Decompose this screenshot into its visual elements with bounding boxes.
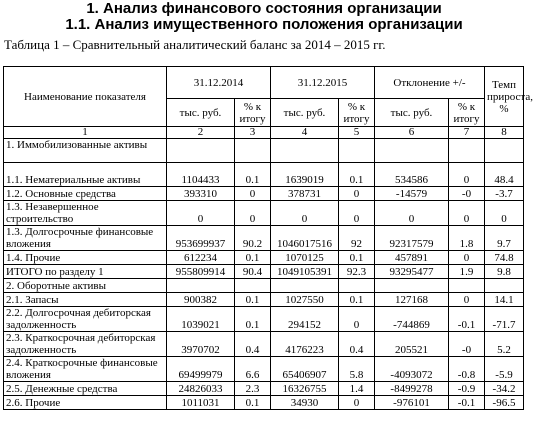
value-2014: 3970702 xyxy=(167,332,235,357)
table-row xyxy=(4,279,524,293)
column-number: 4 xyxy=(271,127,339,139)
share-2014: 6.6 xyxy=(235,357,271,382)
column-number: 3 xyxy=(235,127,271,139)
header-percent: % к итогу xyxy=(339,99,375,127)
indicator-name: 2.2. Долгосрочная дебиторская задолженность xyxy=(4,307,167,332)
value-2014: 0 xyxy=(167,201,235,226)
table-row xyxy=(4,382,524,396)
share-2014: 0.4 xyxy=(235,332,271,357)
indicator-name: 2. Оборотные активы xyxy=(4,279,167,293)
share-2015: 0 xyxy=(339,307,375,332)
share-2015: 0.1 xyxy=(339,293,375,307)
value-2015: 34930 xyxy=(271,396,339,410)
deviation-value: -744869 xyxy=(375,307,449,332)
share-2014: 0.1 xyxy=(235,251,271,265)
table-row xyxy=(4,265,524,279)
deviation-value: 534586 xyxy=(375,163,449,187)
header-growth-rate: Темп прироста, % xyxy=(485,67,524,127)
value-2015: 65406907 xyxy=(271,357,339,382)
share-2015 xyxy=(339,279,375,293)
value-2014: 612234 xyxy=(167,251,235,265)
deviation-share xyxy=(449,279,485,293)
growth-rate: 0 xyxy=(485,201,524,226)
column-number: 2 xyxy=(167,127,235,139)
share-2015: 0 xyxy=(339,187,375,201)
value-2014: 900382 xyxy=(167,293,235,307)
deviation-value: 457891 xyxy=(375,251,449,265)
deviation-share: -0.9 xyxy=(449,382,485,396)
deviation-share: -0.1 xyxy=(449,307,485,332)
growth-rate: 14.1 xyxy=(485,293,524,307)
deviation-value: 93295477 xyxy=(375,265,449,279)
value-2015: 1049105391 xyxy=(271,265,339,279)
share-2015: 0.1 xyxy=(339,163,375,187)
value-2015: 0 xyxy=(271,201,339,226)
share-2014: 0.1 xyxy=(235,396,271,410)
deviation-share: 0 xyxy=(449,251,485,265)
value-2015 xyxy=(271,139,339,163)
share-2014 xyxy=(235,279,271,293)
header-unit: тыс. руб. xyxy=(375,99,449,127)
deviation-share: -0 xyxy=(449,187,485,201)
deviation-value: -976101 xyxy=(375,396,449,410)
deviation-value xyxy=(375,139,449,163)
table-row xyxy=(4,357,524,382)
value-2014: 1011031 xyxy=(167,396,235,410)
value-2014 xyxy=(167,139,235,163)
indicator-name: 1.3. Долгосрочные финансовые вложения xyxy=(4,226,167,251)
value-2015: 1639019 xyxy=(271,163,339,187)
column-number: 6 xyxy=(375,127,449,139)
share-2015: 1.4 xyxy=(339,382,375,396)
header-indicator-name: Наименование показателя xyxy=(4,67,167,127)
value-2015: 1046017516 xyxy=(271,226,339,251)
indicator-name: 2.6. Прочие xyxy=(4,396,167,410)
column-number: 7 xyxy=(449,127,485,139)
share-2014: 0.1 xyxy=(235,163,271,187)
value-2014: 1039021 xyxy=(167,307,235,332)
deviation-share: -0.8 xyxy=(449,357,485,382)
growth-rate xyxy=(485,139,524,163)
deviation-share: 1.8 xyxy=(449,226,485,251)
deviation-value: -8499278 xyxy=(375,382,449,396)
share-2014: 90.2 xyxy=(235,226,271,251)
growth-rate: -96.5 xyxy=(485,396,524,410)
table-row xyxy=(4,201,524,226)
indicator-name: 1.4. Прочие xyxy=(4,251,167,265)
share-2014: 90.4 xyxy=(235,265,271,279)
deviation-value: 127168 xyxy=(375,293,449,307)
value-2014: 24826033 xyxy=(167,382,235,396)
deviation-share: 0 xyxy=(449,293,485,307)
share-2015: 0 xyxy=(339,396,375,410)
deviation-value xyxy=(375,279,449,293)
value-2014: 953699937 xyxy=(167,226,235,251)
header-deviation: Отклонение +/- xyxy=(375,67,485,99)
header-unit: тыс. руб. xyxy=(167,99,235,127)
deviation-share: 1.9 xyxy=(449,265,485,279)
share-2015: 92 xyxy=(339,226,375,251)
growth-rate: 5.2 xyxy=(485,332,524,357)
value-2015: 378731 xyxy=(271,187,339,201)
share-2015 xyxy=(339,139,375,163)
share-2014: 0.1 xyxy=(235,293,271,307)
share-2014: 0 xyxy=(235,201,271,226)
growth-rate: -34.2 xyxy=(485,382,524,396)
table-row xyxy=(4,163,524,187)
growth-rate: 9.7 xyxy=(485,226,524,251)
value-2014: 393310 xyxy=(167,187,235,201)
value-2015 xyxy=(271,279,339,293)
deviation-share: -0 xyxy=(449,332,485,357)
value-2015: 4176223 xyxy=(271,332,339,357)
table-row xyxy=(4,251,524,265)
value-2014: 955809914 xyxy=(167,265,235,279)
indicator-name: ИТОГО по разделу 1 xyxy=(4,265,167,279)
deviation-value: -14579 xyxy=(375,187,449,201)
table-row xyxy=(4,139,524,163)
deviation-share xyxy=(449,139,485,163)
indicator-name: 1.1. Нематериальные активы xyxy=(4,163,167,187)
header-date-2014: 31.12.2014 xyxy=(167,67,271,99)
header-percent: % к итогу xyxy=(449,99,485,127)
share-2015: 0.4 xyxy=(339,332,375,357)
subsection-heading: 1.1. Анализ имущественного положения организации xyxy=(65,16,463,33)
table-row xyxy=(4,307,524,332)
share-2015: 5.8 xyxy=(339,357,375,382)
header-date-2015: 31.12.2015 xyxy=(271,67,375,99)
indicator-name: 1. Иммобилизованные активы xyxy=(4,139,167,163)
share-2014 xyxy=(235,139,271,163)
indicator-name: 2.3. Краткосрочная дебиторская задолженность xyxy=(4,332,167,357)
indicator-name: 1.2. Основные средства xyxy=(4,187,167,201)
indicator-name: 2.5. Денежные средства xyxy=(4,382,167,396)
share-2014: 0.1 xyxy=(235,307,271,332)
table-row xyxy=(4,332,524,357)
deviation-share: 0 xyxy=(449,163,485,187)
deviation-value: 0 xyxy=(375,201,449,226)
balance-table xyxy=(3,66,533,410)
growth-rate xyxy=(485,279,524,293)
column-number: 8 xyxy=(485,127,524,139)
value-2015: 1070125 xyxy=(271,251,339,265)
share-2015: 0.1 xyxy=(339,251,375,265)
section-heading: 1. Анализ финансового состояния организации xyxy=(86,0,442,17)
header-percent: % к итогу xyxy=(235,99,271,127)
column-number: 5 xyxy=(339,127,375,139)
value-2014: 1104433 xyxy=(167,163,235,187)
deviation-share: 0 xyxy=(449,201,485,226)
value-2015: 16326755 xyxy=(271,382,339,396)
growth-rate: 74.8 xyxy=(485,251,524,265)
share-2015: 92.3 xyxy=(339,265,375,279)
column-number-row xyxy=(4,127,524,139)
value-2014: 69499979 xyxy=(167,357,235,382)
indicator-name: 2.4. Краткосрочные финансовые вложения xyxy=(4,357,167,382)
share-2014: 0 xyxy=(235,187,271,201)
table-row xyxy=(4,187,524,201)
table-row xyxy=(4,293,524,307)
table-caption: Таблица 1 – Сравнительный аналитический баланс за 2014 – 2015 гг. xyxy=(4,37,386,52)
growth-rate: -71.7 xyxy=(485,307,524,332)
share-2014: 2.3 xyxy=(235,382,271,396)
indicator-name: 2.1. Запасы xyxy=(4,293,167,307)
value-2015: 1027550 xyxy=(271,293,339,307)
indicator-name: 1.3. Незавершенное строительство xyxy=(4,201,167,226)
deviation-value: 205521 xyxy=(375,332,449,357)
table-row xyxy=(4,396,524,410)
column-number: 1 xyxy=(4,127,167,139)
deviation-value: 92317579 xyxy=(375,226,449,251)
growth-rate: 48.4 xyxy=(485,163,524,187)
growth-rate: -5.9 xyxy=(485,357,524,382)
value-2015: 294152 xyxy=(271,307,339,332)
value-2014 xyxy=(167,279,235,293)
share-2015: 0 xyxy=(339,201,375,226)
deviation-value: -4093072 xyxy=(375,357,449,382)
deviation-share: -0.1 xyxy=(449,396,485,410)
growth-rate: 9.8 xyxy=(485,265,524,279)
header-unit: тыс. руб. xyxy=(271,99,339,127)
growth-rate: -3.7 xyxy=(485,187,524,201)
table-row xyxy=(4,226,524,251)
